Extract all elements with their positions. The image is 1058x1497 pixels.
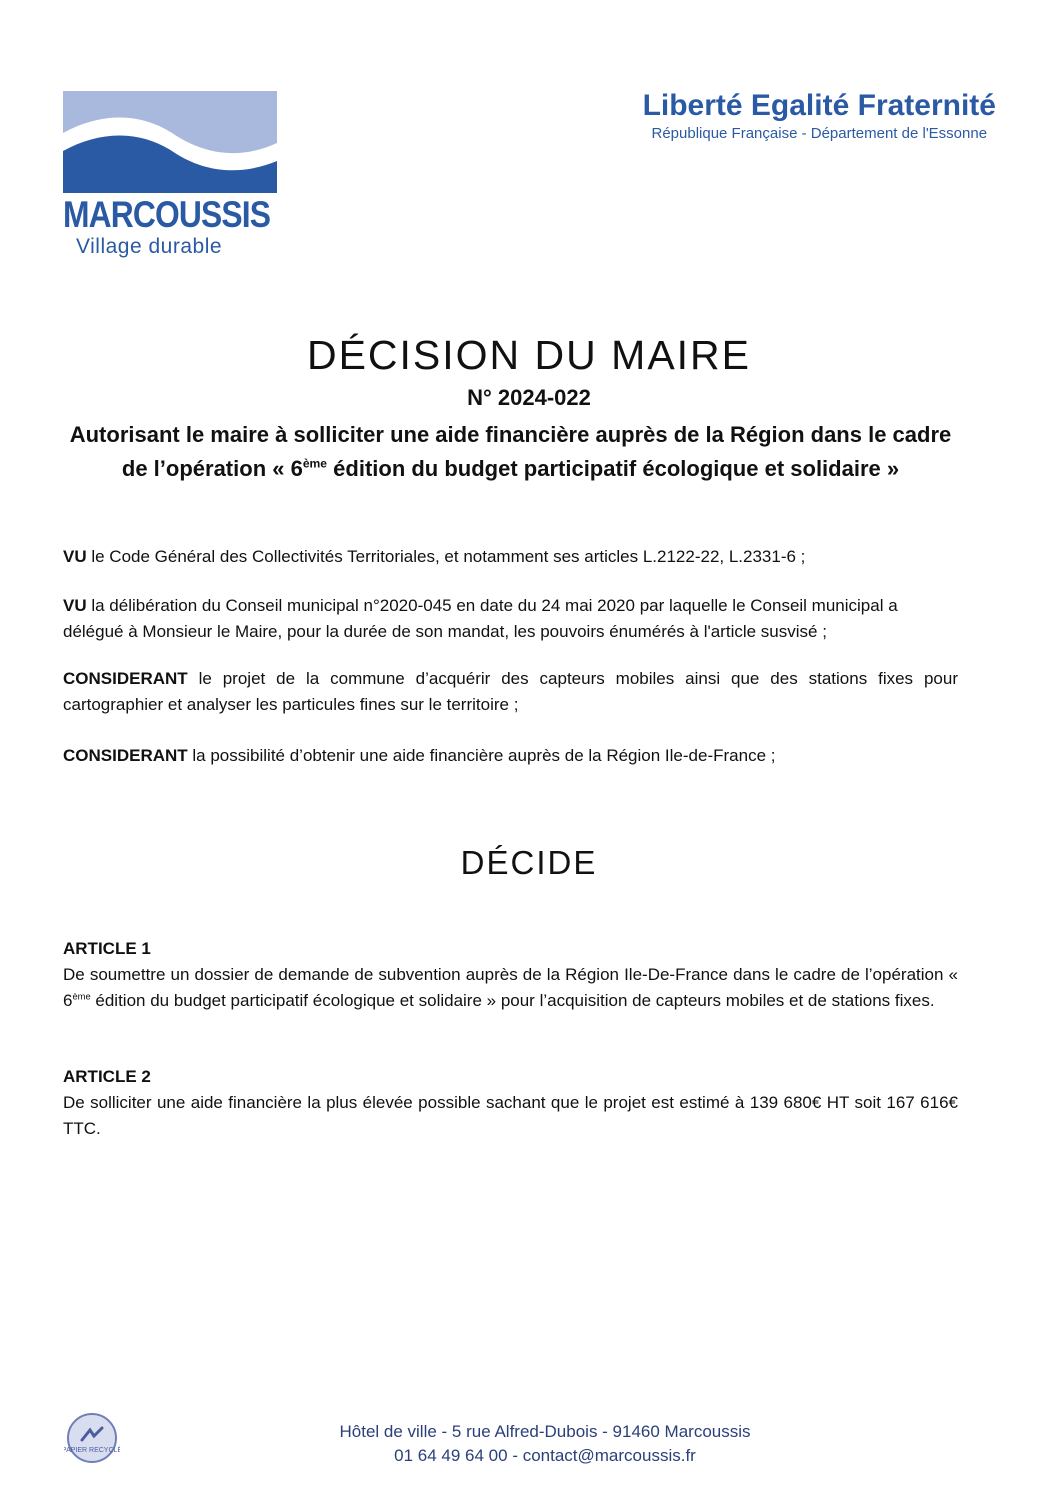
marcoussis-logo — [63, 91, 277, 259]
logo-name: MARCOUSSIS — [63, 194, 271, 235]
recycled-paper-label: PAPIER RECYCLÉ — [64, 1447, 120, 1454]
motto-subtitle: République Française - Département de l'Essonne — [651, 125, 988, 142]
footer-address: Hôtel de ville - 5 rue Alfred-Dubois - 91460 Marcoussis — [339, 1422, 751, 1441]
consideration-text: la possibilité d’obtenir une aide financière auprès de la Région Ile-de-France ; — [187, 746, 776, 765]
republic-motto — [643, 88, 996, 144]
logo-tagline: Village durable — [76, 235, 223, 258]
subject-superscript: ème — [302, 456, 328, 471]
decision-heading: DÉCIDE — [460, 844, 598, 881]
decision-number: N° 2024-022 — [467, 385, 591, 410]
article-1-superscript: ème — [72, 991, 91, 1002]
consideration-lead: VU — [63, 596, 87, 615]
consideration-lead: CONSIDERANT — [63, 746, 188, 765]
consideration-lead: CONSIDERANT — [63, 669, 188, 688]
article-2-text: De solliciter une aide financière la plus élevée possible sachant que le projet est estimé à 139 680€ HT soit 167 616€ TTC. — [63, 1093, 958, 1138]
consideration-text: le Code Général des Collectivités Territoriales, et notamment ses articles L.2122-22, L.2331-6 ; — [86, 547, 806, 566]
motto-text: Liberté Egalité Fraternité — [642, 89, 996, 122]
document-title: DÉCISION DU MAIRE — [306, 332, 752, 378]
article-1-text — [63, 962, 958, 1014]
consideration-text: le projet de la commune d’acquérir des capteurs mobiles ainsi que des stations fixes pour cartographier et analyser les particules fines sur le territoire ; — [63, 669, 958, 714]
subject-text-part2: édition du budget participatif écologique et solidaire » — [327, 456, 900, 481]
consideration-funding — [63, 743, 958, 769]
consideration-project — [63, 666, 958, 718]
consideration-vu-code — [63, 544, 958, 570]
footer — [260, 1420, 830, 1468]
decision-subject — [63, 418, 958, 486]
subject-text-part1: Autorisant le maire à solliciter une aide financière auprès de la Région dans le cadre de l’opération « 6 — [69, 422, 952, 481]
article-1-title: ARTICLE 1 — [63, 939, 151, 958]
footer-contact: 01 64 49 64 00 - contact@marcoussis.fr — [394, 1446, 696, 1465]
consideration-lead: VU — [63, 547, 87, 566]
article-1-text-part2: édition du budget participatif écologique et solidaire » pour l’acquisition de capteurs mobiles et de stations fixes. — [90, 991, 935, 1010]
consideration-text: la délibération du Conseil municipal n°2020-045 en date du 24 mai 2020 par laquelle le Conseil municipal a délégué à Monsieur le Maire, pour la durée de son mandat, les pouvoirs énumérés à l'article susvisé ; — [63, 596, 898, 641]
recycled-paper-icon — [64, 1410, 120, 1466]
logo-wave-graphic — [63, 91, 277, 193]
consideration-vu-deliberation — [63, 593, 958, 645]
article-2-title: ARTICLE 2 — [63, 1067, 151, 1086]
article-1-text-part1: De soumettre un dossier de demande de subvention auprès de la Région Ile-De-France dans le cadre de l’opération « 6 — [63, 965, 958, 1010]
